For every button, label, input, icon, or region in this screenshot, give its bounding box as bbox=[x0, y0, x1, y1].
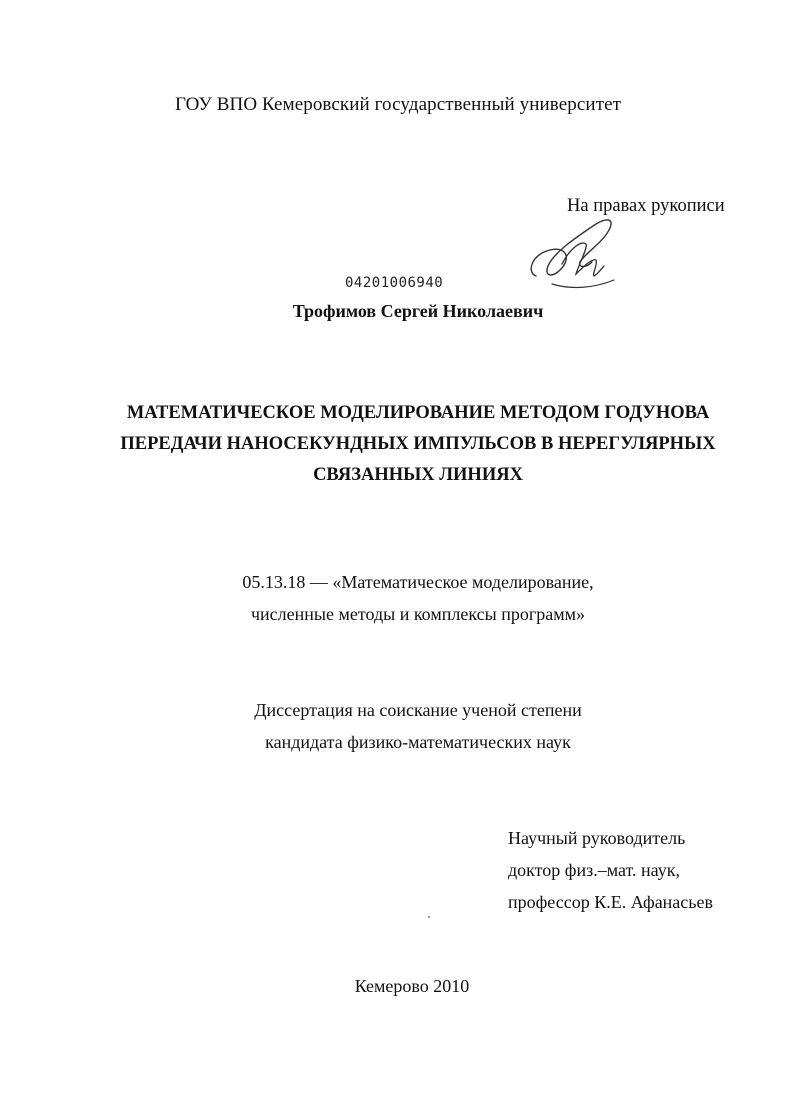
degree-block bbox=[0, 694, 796, 758]
dissertation-title bbox=[0, 398, 796, 491]
supervisor-line: профессор К.Е. Афанасьев bbox=[508, 892, 713, 912]
title-line: СВЯЗАННЫХ ЛИНИЯХ bbox=[313, 465, 523, 485]
city-year: Кемерово 2010 bbox=[354, 976, 470, 996]
specialty-block bbox=[0, 566, 796, 630]
specialty-line: численные методы и комплексы программ» bbox=[250, 604, 586, 624]
scan-speck bbox=[428, 916, 430, 918]
author-name: Трофимов Сергей Николаевич bbox=[292, 301, 544, 321]
degree-line: Диссертация на соискание ученой степени bbox=[254, 700, 582, 720]
title-line: ПЕРЕДАЧИ НАНОСЕКУНДНЫХ ИМПУЛЬСОВ В НЕРЕГУЛЯРНЫХ bbox=[120, 434, 716, 454]
title-line: МАТЕМАТИЧЕСКОЕ МОДЕЛИРОВАНИЕ МЕТОДОМ ГОДУНОВА bbox=[126, 403, 710, 423]
supervisor-line: Научный руководитель bbox=[508, 828, 686, 848]
rights-notice: На правах рукописи bbox=[567, 196, 725, 216]
catalog-number: 04201006940 bbox=[345, 275, 444, 291]
degree-line: кандидата физико-математических наук bbox=[265, 732, 571, 752]
specialty-line: 05.13.18 — «Математическое моделирование, bbox=[242, 572, 594, 592]
handwritten-signature-icon bbox=[522, 214, 622, 294]
institution-name: ГОУ ВПО Кемеровский государственный университет bbox=[174, 94, 622, 115]
supervisor-line: доктор физ.–мат. наук, bbox=[508, 860, 680, 880]
supervisor-block bbox=[508, 822, 713, 918]
